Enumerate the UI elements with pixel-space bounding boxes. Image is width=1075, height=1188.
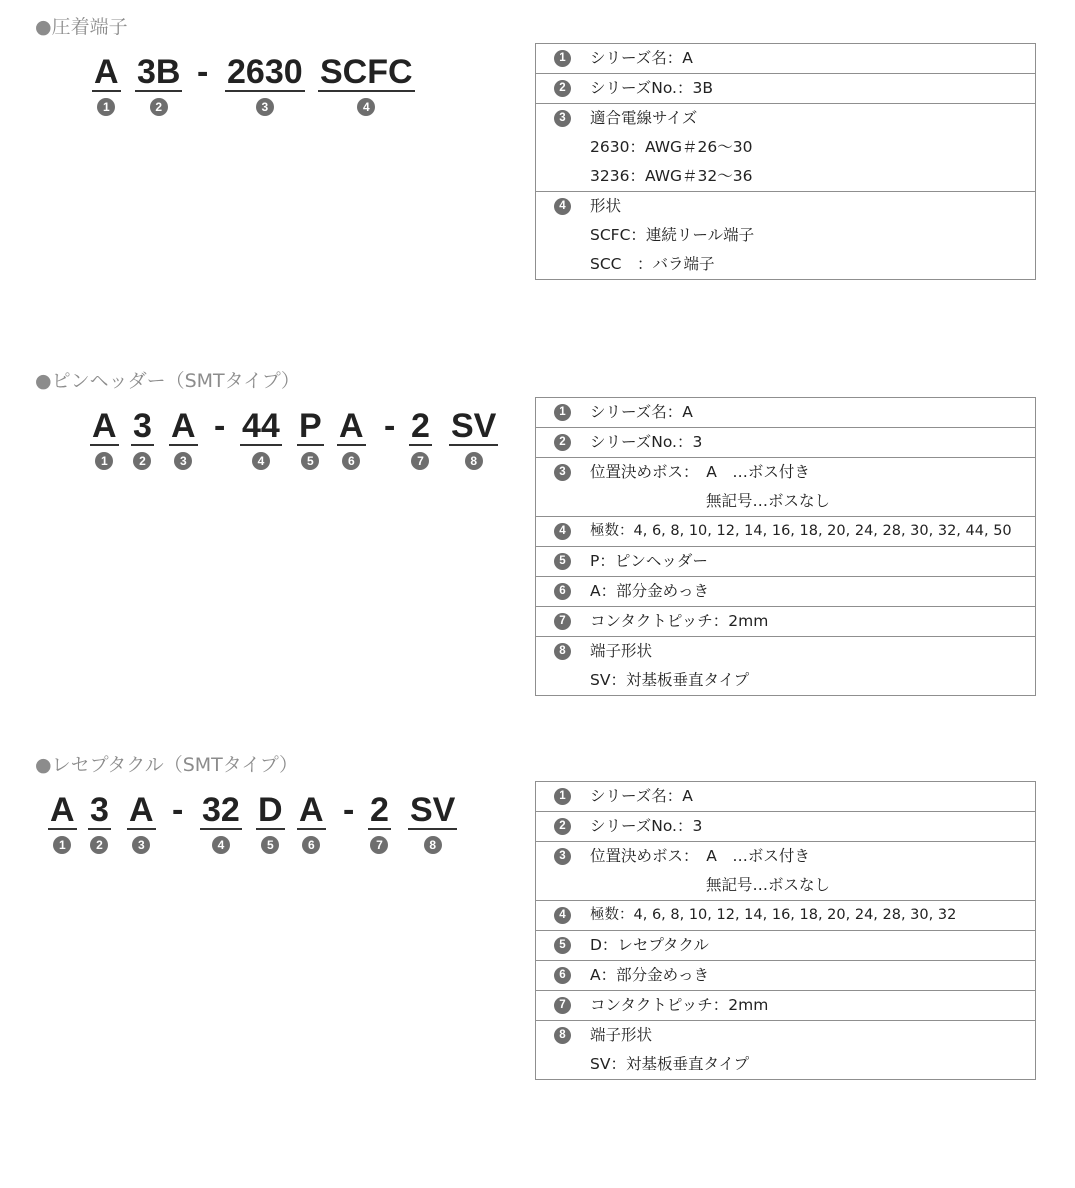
spec-row: 3 位置決めボス： A …ボス付き 無記号…ボスなし xyxy=(536,458,1035,517)
number-circle-icon: 2 xyxy=(150,98,168,116)
part-number-code xyxy=(0,792,520,882)
code-segment: A 1 xyxy=(50,791,75,852)
spec-row: 4 極数：4, 6, 8, 10, 12, 14, 16, 18, 20, 24, 28, 30, 32, 44, 50 xyxy=(536,517,1035,547)
number-circle-icon: 4 xyxy=(252,452,270,470)
spec-row: 8 端子形状 SV：対基板垂直タイプ xyxy=(536,637,1035,696)
section-title: ●圧着端子 xyxy=(35,16,128,38)
number-circle-icon: 2 xyxy=(133,452,151,470)
number-circle-icon: 7 xyxy=(554,613,571,630)
spec-row: 6 A：部分金めっき xyxy=(536,577,1035,607)
code-segment: D 5 xyxy=(258,791,283,852)
number-circle-icon: 8 xyxy=(424,836,442,854)
section-title: ●ピンヘッダー（SMTタイプ） xyxy=(35,370,300,392)
spec-row: 8 端子形状 SV：対基板垂直タイプ xyxy=(536,1021,1035,1080)
code-segment: A 6 xyxy=(299,791,324,852)
bullet-icon: ● xyxy=(35,754,52,776)
number-circle-icon: 6 xyxy=(342,452,360,470)
spec-table xyxy=(535,397,1036,696)
code-segment: A 1 xyxy=(92,407,117,468)
part-number-code xyxy=(0,54,520,144)
spec-row: 2 シリーズNo.：3B xyxy=(536,74,1035,104)
bullet-icon: ● xyxy=(35,370,52,392)
code-segment: SCFC 4 xyxy=(320,53,413,114)
spec-row: 2 シリーズNo.：3 xyxy=(536,812,1035,842)
number-circle-icon: 4 xyxy=(554,198,571,215)
spec-row: 7 コンタクトピッチ：2mm xyxy=(536,607,1035,637)
number-circle-icon: 1 xyxy=(554,404,571,421)
spec-row: 2 シリーズNo.：3 xyxy=(536,428,1035,458)
spec-row: 1 シリーズ名：A xyxy=(536,782,1035,812)
number-circle-icon: 3 xyxy=(174,452,192,470)
code-dash: - xyxy=(384,407,396,445)
number-circle-icon: 7 xyxy=(411,452,429,470)
code-segment: 44 4 xyxy=(242,407,280,468)
number-circle-icon: 5 xyxy=(554,553,571,570)
code-dash: - xyxy=(197,53,209,91)
spec-row: 4 極数：4, 6, 8, 10, 12, 14, 16, 18, 20, 24, 28, 30, 32 xyxy=(536,901,1035,931)
spec-row: 4 形状 SCFC：連続リール端子 SCC ：バラ端子 xyxy=(536,192,1035,280)
number-circle-icon: 6 xyxy=(554,583,571,600)
spec-table xyxy=(535,781,1036,1080)
number-circle-icon: 7 xyxy=(554,997,571,1014)
number-circle-icon: 3 xyxy=(256,98,274,116)
number-circle-icon: 2 xyxy=(90,836,108,854)
spec-row: 3 位置決めボス： A …ボス付き 無記号…ボスなし xyxy=(536,842,1035,901)
code-segment: 32 4 xyxy=(202,791,240,852)
code-dash: - xyxy=(214,407,226,445)
number-circle-icon: 2 xyxy=(554,818,571,835)
number-circle-icon: 1 xyxy=(97,98,115,116)
number-circle-icon: 3 xyxy=(132,836,150,854)
number-circle-icon: 3 xyxy=(554,848,571,865)
code-segment: A 3 xyxy=(171,407,196,468)
number-circle-icon: 2 xyxy=(554,80,571,97)
spec-row: 6 A：部分金めっき xyxy=(536,961,1035,991)
number-circle-icon: 4 xyxy=(212,836,230,854)
section-title: ●レセプタクル（SMTタイプ） xyxy=(35,754,298,776)
code-segment: 3B 2 xyxy=(137,53,181,114)
number-circle-icon: 1 xyxy=(95,452,113,470)
code-segment: 2630 3 xyxy=(227,53,303,114)
number-circle-icon: 6 xyxy=(302,836,320,854)
spec-row: 1 シリーズ名：A xyxy=(536,398,1035,428)
spec-row: 5 P：ピンヘッダー xyxy=(536,547,1035,577)
code-dash: - xyxy=(172,791,184,829)
code-segment: 2 7 xyxy=(411,407,430,468)
spec-row: 3 適合電線サイズ 2630：AWG＃26〜30 3236：AWG＃32〜36 xyxy=(536,104,1035,192)
code-segment: A 1 xyxy=(94,53,119,114)
bullet-icon: ● xyxy=(35,16,52,38)
number-circle-icon: 6 xyxy=(554,967,571,984)
part-number-code xyxy=(0,408,520,498)
code-segment: A 3 xyxy=(129,791,154,852)
code-segment: P 5 xyxy=(299,407,322,468)
number-circle-icon: 5 xyxy=(554,937,571,954)
number-circle-icon: 8 xyxy=(465,452,483,470)
spec-row: 7 コンタクトピッチ：2mm xyxy=(536,991,1035,1021)
code-dash: - xyxy=(343,791,355,829)
code-segment: 3 2 xyxy=(133,407,152,468)
spec-table xyxy=(535,43,1036,280)
number-circle-icon: 8 xyxy=(554,1027,571,1044)
code-segment: 3 2 xyxy=(90,791,109,852)
code-segment: A 6 xyxy=(339,407,364,468)
number-circle-icon: 3 xyxy=(554,110,571,127)
code-segment: SV 8 xyxy=(410,791,456,852)
number-circle-icon: 8 xyxy=(554,643,571,660)
number-circle-icon: 1 xyxy=(554,788,571,805)
number-circle-icon: 4 xyxy=(554,907,571,924)
number-circle-icon: 1 xyxy=(554,50,571,67)
number-circle-icon: 4 xyxy=(357,98,375,116)
number-circle-icon: 1 xyxy=(53,836,71,854)
spec-row: 1 シリーズ名：A xyxy=(536,44,1035,74)
number-circle-icon: 3 xyxy=(554,464,571,481)
spec-row: 5 D：レセプタクル xyxy=(536,931,1035,961)
number-circle-icon: 5 xyxy=(301,452,319,470)
code-segment: SV 8 xyxy=(451,407,497,468)
number-circle-icon: 5 xyxy=(261,836,279,854)
number-circle-icon: 4 xyxy=(554,523,571,540)
code-segment: 2 7 xyxy=(370,791,389,852)
number-circle-icon: 7 xyxy=(370,836,388,854)
number-circle-icon: 2 xyxy=(554,434,571,451)
